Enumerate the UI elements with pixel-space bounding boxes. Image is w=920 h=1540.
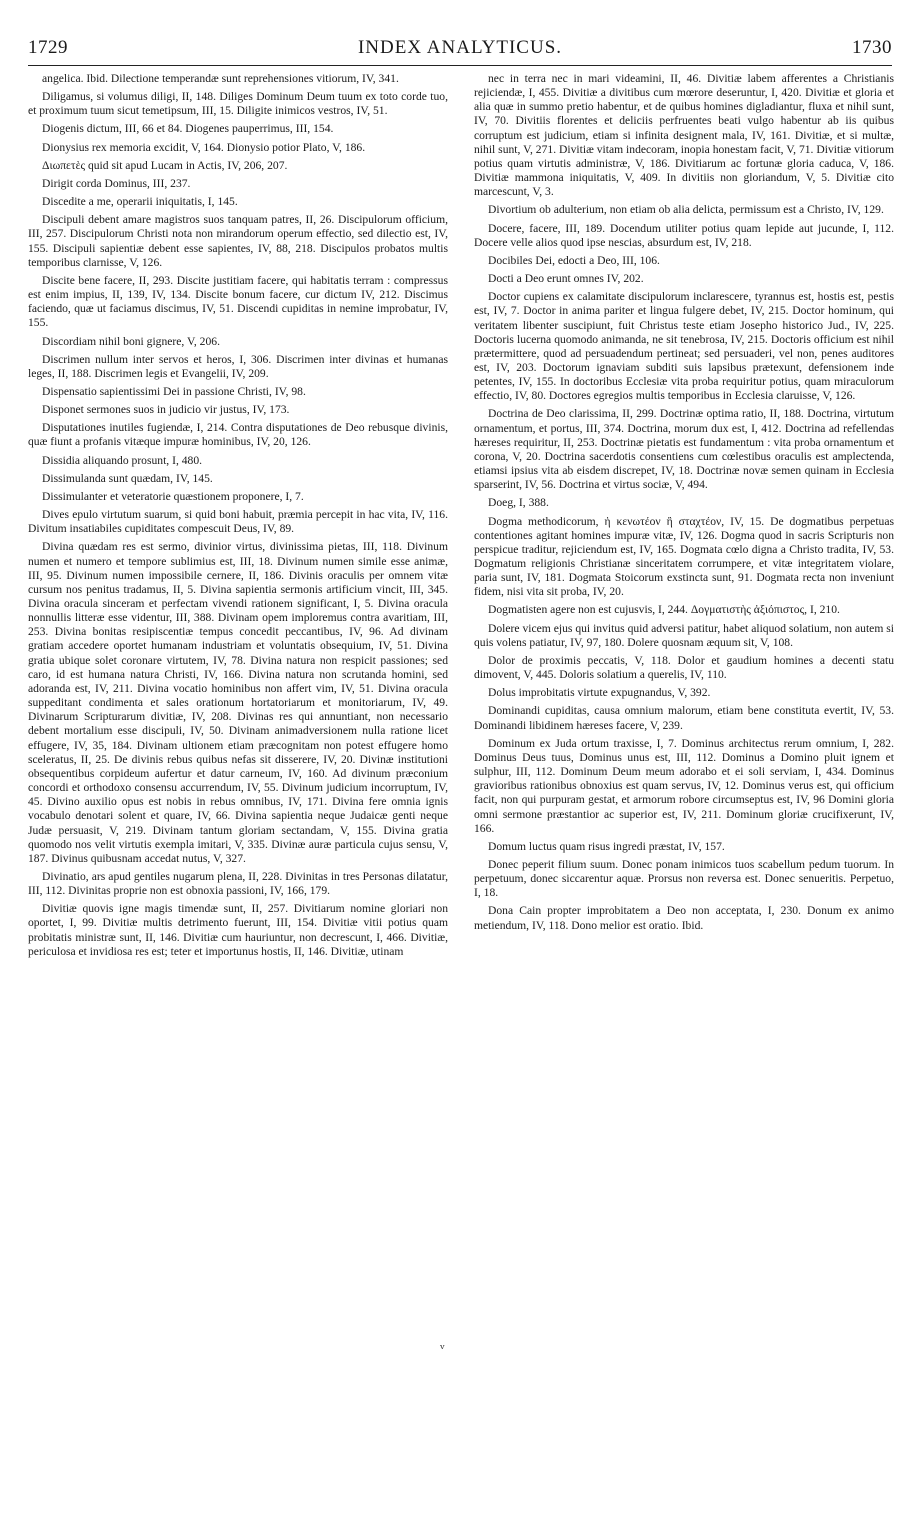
- index-entry: Dominandi cupiditas, causa omnium malorum, etiam bene constituta evertit, IV, 53. Dominandi libidinem hæreses facere, V, 239.: [474, 704, 894, 732]
- index-entry: Diligamus, si volumus diligi, II, 148. Diliges Dominum Deum tuum ex toto corde tuo, et proximum tuum sicut temetipsum, III, 15. Diligite inimicos vestros, IV, 51.: [28, 90, 448, 118]
- index-entry: Dionysius rex memoria excidit, V, 164. Dionysio potior Plato, V, 186.: [42, 140, 366, 154]
- index-entry: Dolor de proximis peccatis, V, 118. Dolor et gaudium homines a decenti statu dimovent, V, 445. Doloris solatium a querelis, IV, 110.: [474, 653, 894, 682]
- index-entry: Dissimulanter et veteratorie quæstionem proponere, I, 7.: [42, 489, 304, 503]
- index-entry: angelica. Ibid. Dilectione temperandæ sunt reprehensiones vitiorum, IV, 341.: [42, 72, 399, 85]
- index-entry: Dirigit corda Dominus, III, 237.: [42, 176, 191, 190]
- index-entry: Domum luctus quam risus ingredi præstat, IV, 157.: [488, 839, 725, 853]
- index-entry: Dolere vicem ejus qui invitus quid adversi patitur, habet aliquod solatium, non autem si quis volens patiatur, IV, 97, 180. Dolere quosnam æquum sit, V, 108.: [474, 621, 894, 649]
- index-entry: Docti a Deo erunt omnes IV, 202.: [488, 272, 644, 286]
- index-entry: nec in terra nec in mari videamini, II, 46. Divitiæ labem afferentes a Christianis rejiciendæ, I, 455. Divitiæ a divitibus cum mœrore deseruntur, I, 420. Divitiæ et gloria et alia quæ in summo pretio habentur, et de quibus homines digladiantur, fluxa et nihil sunt, IV, 70. Divitiis florentes et deliciis perfruentes beati vulgo habentur ab iis quibus corruptum est judicium, etiam si infinita designent mala, IV, 161. Divitiæ, et si multæ, nihil sunt, V, 271. Divitiæ vitam indecoram, inopia honestam facit, V, 71. Divitiæ vitiorum potius quam virtutis administræ, V, 186. Divitiarum ac fortunæ gloria caduca, V, 186. Divitiæ mammona iniquitatis, V, 409. In divitiis non gloriandum, V, 5. Divitiæ cito marcescunt, V, 3.: [474, 72, 894, 199]
- running-title: INDEX ANALYTICUS.: [357, 37, 563, 58]
- index-entry: Discordiam nihil boni gignere, V, 206.: [42, 334, 220, 348]
- index-entry: Dominum ex Juda ortum traxisse, I, 7. Dominus architectus rerum omnium, I, 282. Dominus Deus tuus, Dominus unus est, III, 112. Dominus a Domino pluit ignem et sulphur, III, 112. Dominum Deum meum adorabo et ei soli serviam, I, 434. Dominus gravioribus rationibus obnoxius est quam servus, IV, 12. Dominus verus est, qui officium facit, non qui purpuram gestat, et armorum robore circumseptus est, IV, 96 Domini gloria omni sermone præstantior ac superior est, IV, 211. Dominum gloriæ crucifixerunt, IV, 166.: [474, 736, 894, 835]
- index-entry: Donec peperit filium suum. Donec ponam inimicos tuos scabellum pedum tuorum. In perpetuum, donec siccarentur aquæ. Prorsus non reversa est. Donec senueritis. Perpetuo, I, 18.: [474, 857, 894, 900]
- index-entry: Discite bene facere, II, 293. Discite justitiam facere, qui habitatis terram : compressus est enim impius, II, 139, IV, 134. Discite bonum facere, cur dictum IV, 212. Discimus faciendo, quæ ut faciamus discimus, IV, 51. Discendi cupiditas in nemine improbatur, IV, 155.: [28, 273, 448, 330]
- index-entry: Dissidia aliquando prosunt, I, 480.: [42, 453, 203, 467]
- header-rule: [28, 65, 892, 66]
- index-entry: Dives epulo virtutum suarum, si quid boni habuit, præmia percepit in hac vita, IV, 116. Divitum insatiabiles cupiditates compescuit Deus, IV, 89.: [28, 508, 448, 536]
- index-entry: Docibiles Dei, edocti a Deo, III, 106.: [488, 253, 660, 267]
- index-entry: Doctor cupiens ex calamitate discipulorum inclarescere, tyrannus est, hostis est, pestis est, IV, 7. Doctor in anima pariter et lingua fulgere debet, IV, 215. Doctor hominum, qui veritatem libenter suscipiunt, fuit Christus teste etiam Josepho historico Jud., IV, 225. Doctoris lucerna quomodo animanda, ne sit tenebrosa, IV, 215. Doctoris officium est nihil prætermittere, quod ad persuadendum pertineat; sed persuaderi, vel non, penes auditores est, IV, 203. Doctorum ignaviam subditi suis lapsibus prætexunt, defensionem inde petentes, IV, 155. In doctoribus Ecclesiæ vita proba requiritur potius, quam miraculorum effectio, IV, 80. Doctores egregios multis temporibus in Ecclesia claruisse, V, 126.: [474, 290, 894, 403]
- index-entry: Disponet sermones suos in judicio vir justus, IV, 173.: [42, 403, 290, 417]
- index-entry: Dissimulanda sunt quædam, IV, 145.: [42, 471, 213, 485]
- index-entry: Diogenis dictum, III, 66 et 84. Diogenes pauperrimus, III, 154.: [42, 122, 334, 136]
- index-entry: Διωπετὲς quid sit apud Lucam in Actis, IV, 206, 207.: [42, 158, 288, 172]
- index-entry: Divitiæ quovis igne magis timendæ sunt, II, 257. Divitiarum nomine gloriari non oportet, I, 99. Divitiæ multis detrimento fuerunt, III, 154. Divitiæ vitii potius quam probitatis ministræ sunt, II, 146. Divitiæ cum hauriuntur, non decrescunt, I, 466. Divitiæ, periculosa et invidiosa res est; teter et importunus hostis, II, 146. Divitiæ, utinam: [28, 902, 448, 958]
- index-entry: Divortium ob adulterium, non etiam ob alia delicta, permissum est a Christo, IV, 129.: [488, 203, 884, 217]
- index-entry: Divinatio, ars apud gentiles nugarum plena, II, 228. Divinitas in tres Personas dilatatur, III, 112. Divinitas proprie non est obnoxia passioni, IV, 166, 179.: [28, 869, 448, 898]
- index-entry: Doctrina de Deo clarissima, II, 299. Doctrinæ optima ratio, II, 188. Doctrina, virtutum ornamentum, et portus, III, 374. Doctrina, morum dux est, I, 412. Doctrina ad refellendas hæreses requiritur, II, 253. Doctrinæ pietatis est fundamentum : vita proba ornamentum et corona, V, 20. Doctrina sacerdotis consentiens cum cœlestibus oraculis est amplectenda, etiamsi ipsius vita ab eisdem discrepet, IV, 18. Doctrinæ novæ semen quinam in Ecclesia sparserint, IV, 56. Doctrina et virtus sociæ, V, 494.: [474, 407, 894, 492]
- index-entry: Disputationes inutiles fugiendæ, I, 214. Contra disputationes de Deo rebusque divinis, quæ fiunt a profanis vitæque impuræ hominibus, IV, 20, 126.: [28, 421, 448, 449]
- page-number-left: 1729: [28, 37, 68, 58]
- marginal-mark: ᵛ: [440, 1342, 445, 1357]
- right-column: [474, 72, 894, 1512]
- index-entry: Dogma methodicorum, ἡ κενωτέον ἢ σταχτέον, IV, 15. De dogmatibus perpetuas contentiones agitant homines impuræ vitæ, IV, 126. Dogma quod in sacris Scripturis non perspicue traditur, rejiciendum est, IV, 165. Dogmata cœlo digna a Christo tradita, IV, 53. Dogmatum religionis Christianæ sinceritatem corrumpere, et vitæ integritatem violare, paria sunt, IV, 181. Dogmata Stoicorum exstincta sunt, 91. Dogmata recta non inveniunt fidem, nisi vita sit proba, IV, 20.: [474, 514, 894, 599]
- index-entry: Dolus improbitatis virtute expugnandus, V, 392.: [488, 686, 711, 700]
- left-column: [28, 72, 448, 1512]
- index-entry: Doeg, I, 388.: [488, 496, 549, 510]
- index-entry: Dona Cain propter improbitatem a Deo non acceptata, I, 230. Donum ex animo metiendum, IV, 118. Dono melior est oratio. Ibid.: [474, 904, 894, 932]
- index-entry: Discedite a me, operarii iniquitatis, I, 145.: [42, 195, 238, 209]
- index-entry: Dogmatisten agere non est cujusvis, I, 244. Δογματιστὴς ἀξιόπιστος, I, 210.: [488, 603, 840, 617]
- page-number-right: 1730: [852, 37, 892, 58]
- index-entry: Discrimen nullum inter servos et heros, I, 306. Discrimen inter divinas et humanas leges, II, 188. Discrimen legis et Evangelii, IV, 209.: [28, 352, 448, 380]
- index-entry: Dispensatio sapientissimi Dei in passione Christi, IV, 98.: [42, 384, 306, 398]
- page-header: [28, 30, 892, 66]
- index-entry: Docere, facere, III, 189. Docendum utiliter potius quam lepide aut jucunde, I, 112. Docere velle alios quod ipse nescias, absurdum est, IV, 218.: [474, 221, 894, 249]
- index-entry: Discipuli debent amare magistros suos tanquam patres, II, 26. Discipulorum officium, III, 257. Discipulorum Christi nota non mirandorum operum effectio, sed dilectio est, IV, 155. Discipuli sapientiæ debent esse sapientes, IV, 88, 218. Discipulos probatos multis temporibus clarnisse, V, 126.: [28, 213, 448, 269]
- index-entry: Divina quædam res est sermo, divinior virtus, divinissima pietas, III, 118. Divinum numen et numero et tempore sublimius est, III, 18. Divinum numen simile esse animæ, III, 95. Divinum numen impossibile cernere, II, 186. Divinis oraculis per omnem vitæ cursum nos penitus tradamus, II, 5. Divina sapientia sermonis artificium vincit, III, 345. Divina oracula sinceram et perfectam vivendi rationem significant, I, 5. Divina oracula nonnullis litteræ esse videntur, III, 388. Divinam opem imploremus contra avaritiam, III, 253. Divina bonitas resipiscentiæ tempus concedit peccantibus, IV, 96. Ad divinam gratiam accedere oportet humanam industriam et voluntatis obsequium, IV, 51. Divina gratia ubique solet coronare virtutem, IV, 78. Divina natura non respicit passiones; sed caro, id est humana natura Christi, IV, 166. Divina natura non scrutanda homini, sed adoranda est, IV, 211. Divina vocatio hominibus non affert vim, IV, 51. Divina oracula suppeditant condimenta et sales orationum hortatoriarum et monitoriarum, IV, 49. Divinarum Scripturarum divitiæ, IV, 208. Divinas res qui annuntiant, non necessario debent mortalium esse discipuli, IV, 50. Divinam animadversionem nulla ratione licet effugere, IV, 35, 184. Divinam ultionem etiam præcognitam non potest effugere homo sceleratus, II, 25. De divinis rebus quibus nefas sit disserere, IV, 20. Divinæ institutioni obsequentibus corpideum aufertur et datur carneum, IV, 160. Ad divinum præconium concordi et orthodoxo consensu accurrendum, IV, 55. Divinum judicium incorruptum, IV, 45. Divino auxilio opus est nobis in rebus omnibus, IV, 171. Divina fere omnia ignis vocabulo denotari solent et quare, IV, 66. Divina sapientia neque Judaicæ genti neque Judæ persuasit, V, 219. Divinam tantum gloriam sectandam, V, 155. Divina gratia quomodo nos velit virtutis exempla imitari, V, 335. Divinæ auræ particula cujus sensu, V, 187. Divinus quibusnam accedat nutus, V, 327.: [28, 540, 448, 865]
